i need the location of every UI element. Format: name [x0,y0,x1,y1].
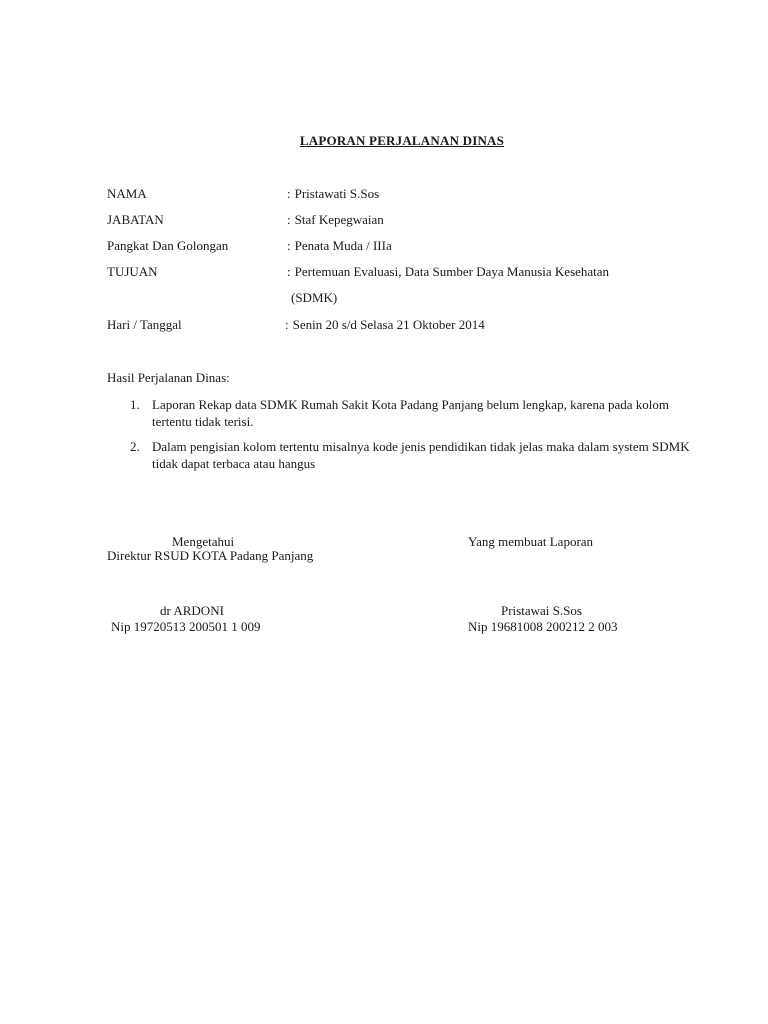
list-item-text: Dalam pengisian kolom tertentu misalnya kode jenis pendidikan tidak jelas maka dalam system SDMK tidak dapat terbaca atau hangus [152,439,690,471]
signature-right-name: Pristawai S.Sos [501,603,582,618]
signature-left-caption: Mengetahui [172,534,235,549]
document-title: LAPORAN PERJALANAN DINAS [299,133,505,148]
list-item-number: 1. [130,397,140,412]
field-value: : Pertemuan Evaluasi, Data Sumber Daya Manusia Kesehatan [287,264,610,279]
signature-right-nip: Nip 19681008 200212 2 003 [468,619,618,634]
field-value: : Pristawati S.Sos [287,186,380,201]
field-label: Pangkat Dan Golongan [107,238,229,253]
field-label: TUJUAN [107,264,158,279]
tujuan-continuation: (SDMK) [291,290,338,305]
field-value: : Penata Muda / IIIa [287,238,392,253]
list-item-number: 2. [130,439,140,454]
field-value: : Staf Kepegwaian [287,212,384,227]
signature-left-name: dr ARDONI [160,603,224,618]
field-label: NAMA [107,186,147,201]
signature-right-caption: Yang membuat Laporan [468,534,594,549]
results-heading: Hasil Perjalanan Dinas: [107,370,230,385]
list-item-text: Laporan Rekap data SDMK Rumah Sakit Kota Padang Panjang belum lengkap, karena pada kolom tertentu tidak terisi. [152,397,669,429]
signature-left-nip: Nip 19720513 200501 1 009 [111,619,261,634]
field-value: : Senin 20 s/d Selasa 21 Oktober 2014 [285,317,485,332]
signature-left-position: Direktur RSUD KOTA Padang Panjang [107,548,314,563]
field-label: JABATAN [107,212,164,227]
field-label: Hari / Tanggal [107,317,182,332]
